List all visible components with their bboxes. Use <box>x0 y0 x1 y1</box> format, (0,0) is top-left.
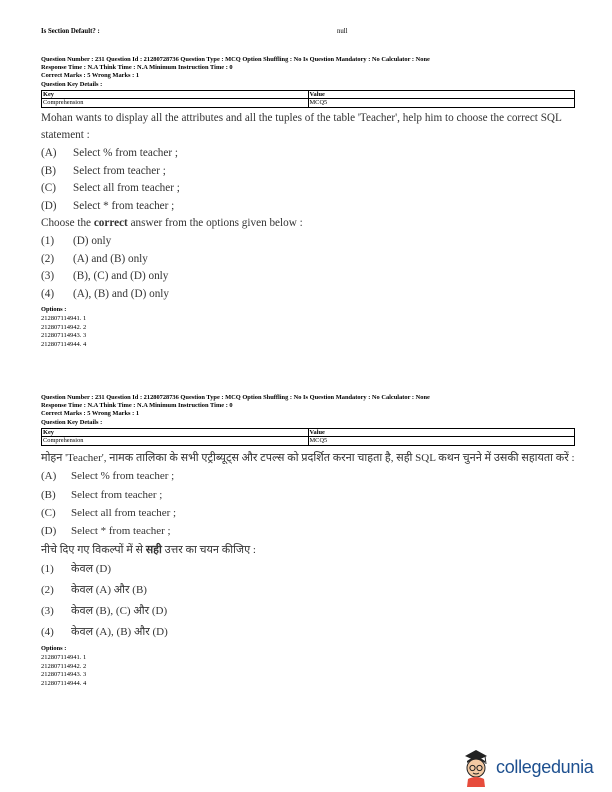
section-default-label: Is Section Default? : <box>41 28 100 35</box>
question-text <box>41 449 577 643</box>
marks-line: Correct Marks : 5 Wrong Marks : 1 <box>41 410 140 418</box>
table-head-value: Value <box>308 90 575 99</box>
table-cell-key: Comprehension <box>42 99 309 108</box>
option-id: 212807114941. 1 <box>41 315 87 323</box>
statement-item: (D) Select * from teacher ; <box>41 525 171 538</box>
question-block-hindi <box>41 394 577 688</box>
options-title: Options : <box>41 306 67 314</box>
section-default-row <box>41 28 577 38</box>
choose-instruction: नीचे दिए गए विकल्पों में से सही उत्तर का चयन कीजिए : <box>41 543 256 556</box>
answer-choice: (4) (A), (B) and (D) only <box>41 287 170 300</box>
table-head-key: Key <box>42 90 309 99</box>
question-block-english <box>41 56 577 350</box>
option-id: 212807114941. 1 <box>41 654 87 662</box>
answer-choice: (2) केवल (A) और (B) <box>41 584 147 597</box>
answer-choice: (3) (B), (C) and (D) only <box>41 270 169 283</box>
mascot-icon <box>459 747 493 787</box>
option-id: 212807114942. 2 <box>41 662 87 670</box>
statement-item: (C) Select all from teacher ; <box>41 507 177 520</box>
table-head-key: Key <box>42 428 309 437</box>
option-id-list <box>41 315 577 349</box>
question-header-line2: Response Time : N.A Think Time : N.A Minimum Instruction Time : 0 <box>41 64 233 72</box>
question-header-line1: Question Number : 231 Question Id : 21280728736 Question Type : MCQ Option Shuffling : No Is Question Mandatory : No Calculator : None <box>41 56 430 63</box>
answer-choice: (1) (D) only <box>41 234 112 247</box>
key-details-title: Question Key Details : <box>41 418 103 426</box>
collegedunia-logo <box>459 745 609 789</box>
statement-item: (A) Select % from teacher ; <box>41 147 178 159</box>
answer-choice: (1) केवल (D) <box>41 563 112 576</box>
question-stem: Mohan wants to display all the attributes and all the tuples of the table 'Teacher', help him to choose the correct SQL statement : <box>41 111 562 142</box>
key-details-title: Question Key Details : <box>41 80 103 88</box>
marks-line: Correct Marks : 5 Wrong Marks : 1 <box>41 72 140 80</box>
question-header-line1: Question Number : 231 Question Id : 21280728736 Question Type : MCQ Option Shuffling : No Is Question Mandatory : No Calculator : None <box>41 394 430 401</box>
table-cell-value: MCQ5 <box>308 437 575 446</box>
section-default-value: null <box>337 28 348 35</box>
question-stem: मोहन 'Teacher', नामक तालिका के सभी एट्रीब्यूट्स और टपल्स को प्रदर्शित करना चाहता है, सही SQL कथन चुनने में उसकी सहायता करें : <box>41 451 575 464</box>
statement-item: (B) Select from teacher ; <box>41 164 166 177</box>
table-cell-value: MCQ5 <box>308 99 575 108</box>
question-text <box>41 110 577 304</box>
option-id: 212807114944. 4 <box>41 340 87 348</box>
option-id: 212807114943. 3 <box>41 671 87 679</box>
key-details-table <box>41 90 575 108</box>
option-id: 212807114944. 4 <box>41 679 87 687</box>
brand-name: collegedunia <box>496 756 594 777</box>
options-title: Options : <box>41 645 67 653</box>
statement-item: (A) Select % from teacher ; <box>41 470 175 483</box>
option-id: 212807114942. 2 <box>41 323 87 331</box>
question-header-line2: Response Time : N.A Think Time : N.A Minimum Instruction Time : 0 <box>41 402 233 410</box>
choose-instruction: Choose the correct answer from the options given below : <box>41 217 303 230</box>
statement-item: (D) Select * from teacher ; <box>41 199 175 212</box>
statement-item: (B) Select from teacher ; <box>41 488 163 501</box>
answer-choice: (3) केवल (B), (C) और (D) <box>41 605 168 618</box>
table-cell-key: Comprehension <box>42 437 309 446</box>
option-id-list <box>41 654 577 688</box>
key-details-table <box>41 428 575 446</box>
answer-choice: (2) (A) and (B) only <box>41 252 148 265</box>
statement-item: (C) Select all from teacher ; <box>41 182 180 195</box>
answer-choice: (4) केवल (A), (B) और (D) <box>41 626 168 639</box>
option-id: 212807114943. 3 <box>41 332 87 340</box>
table-head-value: Value <box>308 428 575 437</box>
